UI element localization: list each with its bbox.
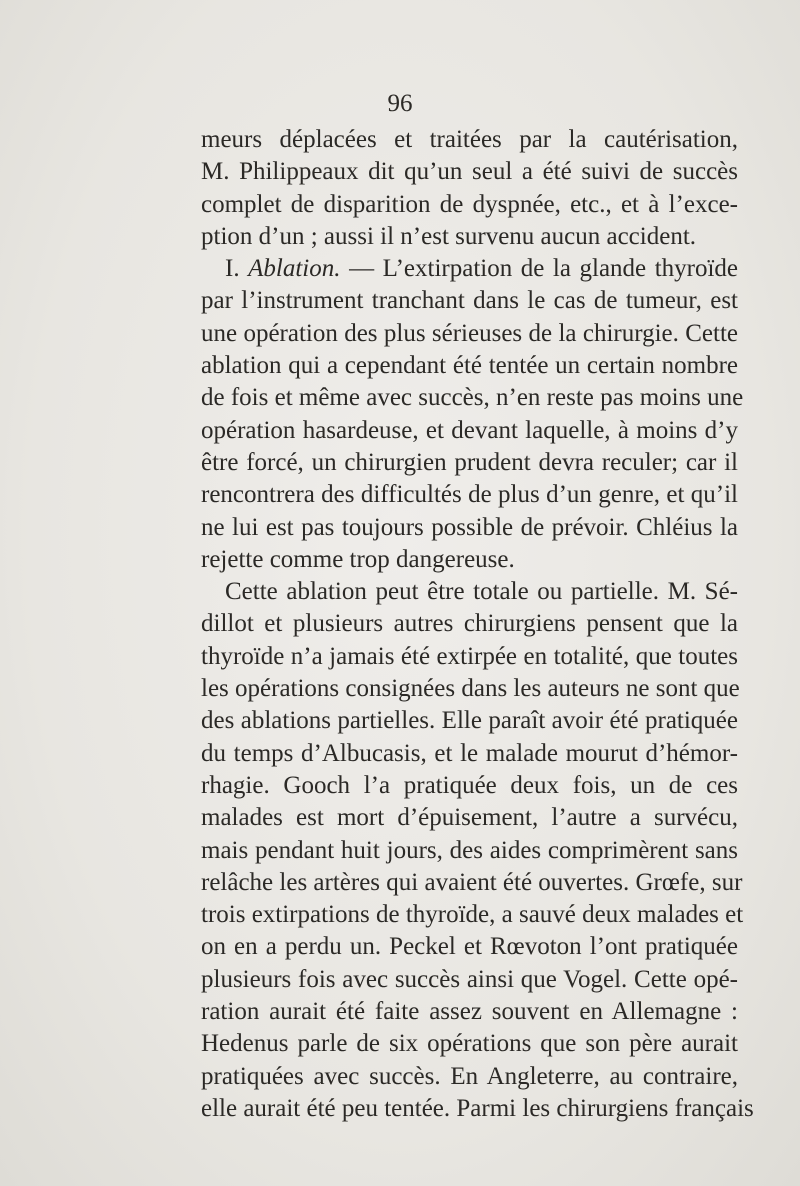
text-line: ablation qui a cependant été tentée un certain nombre bbox=[201, 352, 738, 380]
text-line: trois extirpations de thyroïde, a sauvé deux malades et bbox=[201, 901, 744, 929]
body-text bbox=[201, 124, 754, 1125]
text-line: ration aurait été faite assez souvent en Allemagne : bbox=[201, 998, 738, 1026]
text-line: des ablations partielles. Elle paraît avoir été pratiquée bbox=[201, 707, 738, 735]
text-line: on en a perdu un. Peckel et Rœvoton l’ont pratiquée bbox=[201, 933, 738, 961]
text-line: complet de disparition de dyspnée, etc., et à l’exce- bbox=[201, 190, 738, 218]
text-line: par l’instrument tranchant dans le cas de tumeur, est bbox=[201, 287, 738, 315]
text-line: ption d’un ; aussi il n’est survenu aucun accident. bbox=[201, 222, 697, 250]
text-line: une opération des plus sérieuses de la chirurgie. Cette bbox=[201, 319, 738, 347]
text-line: malades est mort d’épuisement, l’autre a survécu, bbox=[201, 804, 738, 832]
text-line: être forcé, un chirurgien prudent devra reculer; car il bbox=[201, 448, 738, 476]
text-line: meurs déplacées et traitées par la cautérisation, bbox=[201, 126, 738, 153]
text-line: rencontrera des difficultés de plus d’un genre, et qu’il bbox=[201, 481, 738, 509]
text-line: dillot et plusieurs autres chirurgiens pensent que la bbox=[201, 610, 738, 638]
text-line: M. Philippeaux dit qu’un seul a été suivi de succès bbox=[201, 158, 738, 186]
text-line: les opérations consignées dans les auteurs ne sont que bbox=[201, 675, 740, 703]
text-line: thyroïde n’a jamais été extirpée en totalité, que toutes bbox=[201, 642, 738, 670]
text-line: plusieurs fois avec succès ainsi que Vogel. Cette opé- bbox=[201, 965, 738, 993]
text-line: pratiquées avec succès. En Angleterre, au contraire, bbox=[201, 1062, 738, 1090]
text-line: Cette ablation peut être totale ou partielle. M. Sé- bbox=[225, 578, 738, 606]
text-line: relâche les artères qui avaient été ouvertes. Grœfe, sur bbox=[201, 868, 743, 896]
text-line: rejette comme trop dangereuse. bbox=[201, 545, 515, 573]
text-line: opération hasardeuse, et devant laquelle, à moins d’y bbox=[201, 416, 738, 444]
text-line: Hedenus parle de six opérations que son père aurait bbox=[201, 1030, 738, 1058]
text-line: ne lui est pas toujours possible de prévoir. Chléius la bbox=[201, 513, 738, 541]
page-number: 96 bbox=[387, 90, 413, 117]
section-heading: Ablation. bbox=[248, 255, 341, 283]
section-heading-line bbox=[201, 253, 738, 285]
section-number: I. bbox=[225, 255, 240, 283]
section-heading-text: — L’extirpation de la glande thyroïde bbox=[349, 255, 739, 283]
text-line: mais pendant huit jours, des aides comprimèrent sans bbox=[201, 836, 738, 864]
text-line: elle aurait été peu tentée. Parmi les chirurgiens français bbox=[201, 1094, 754, 1122]
text-line: rhagie. Gooch l’a pratiquée deux fois, un de ces bbox=[201, 771, 738, 799]
text-line: du temps d’Albucasis, et le malade mourut d’hémor- bbox=[201, 739, 738, 767]
text-line: de fois et même avec succès, n’en reste pas moins une bbox=[201, 384, 744, 412]
